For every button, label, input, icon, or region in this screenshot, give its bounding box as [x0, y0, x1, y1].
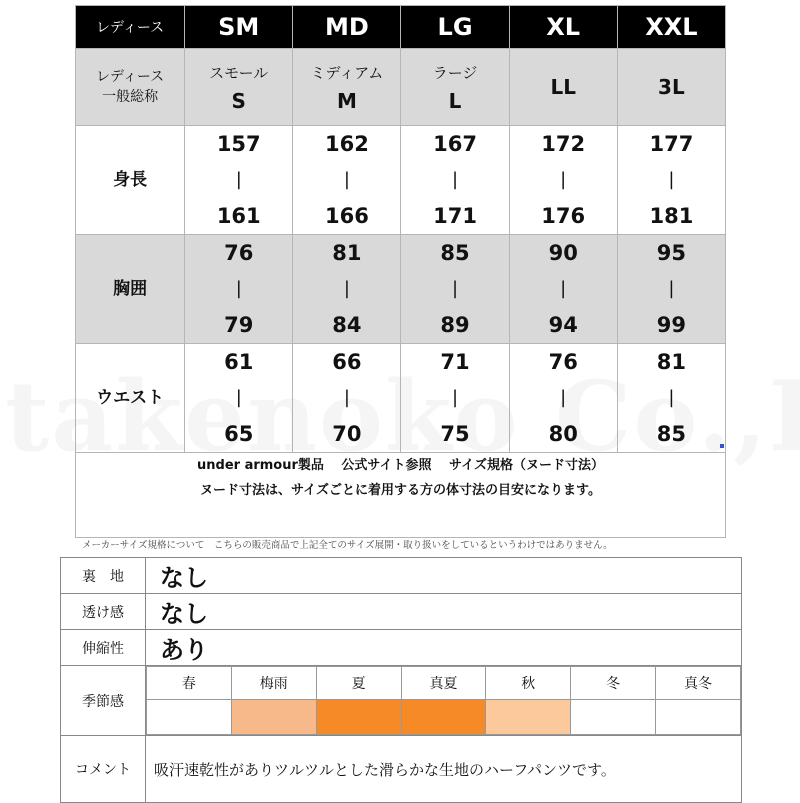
general-size-label-line1: レディース — [95, 69, 165, 85]
size-header-row — [76, 6, 726, 49]
sheer-label: 透け感 — [61, 594, 146, 630]
range-max: 94 — [548, 313, 578, 337]
range-max: 181 — [649, 204, 694, 228]
season-swatch-midwinter — [656, 700, 741, 735]
size-note — [76, 453, 726, 538]
range-max: 99 — [656, 313, 686, 337]
general-size-3l: 3L — [617, 49, 725, 126]
season-swatch-spring — [147, 700, 232, 735]
size-header-md: MD — [293, 6, 401, 49]
range-max: 70 — [332, 422, 362, 446]
stretch-row — [61, 630, 742, 666]
general-size-jp: ミディアム — [310, 63, 384, 82]
range-min: 76 — [548, 350, 578, 374]
size-note-line1: under armour製品 公式サイト参照 サイズ規格（ヌード寸法） — [197, 458, 604, 473]
waist-row — [76, 344, 726, 453]
range-min: 95 — [656, 241, 686, 265]
height-cell-xxl — [617, 126, 725, 235]
range-separator: | — [668, 387, 675, 408]
range-separator: | — [235, 278, 242, 299]
season-name-autumn: 秋 — [486, 667, 571, 700]
range-max: 176 — [541, 204, 586, 228]
range-min: 177 — [649, 132, 694, 156]
size-header-label: レディース — [76, 6, 185, 49]
range-max: 171 — [433, 204, 477, 228]
chest-cell-lg — [401, 235, 509, 344]
range-separator: | — [235, 169, 242, 190]
range-separator: | — [452, 169, 459, 190]
season-name-row — [147, 667, 741, 700]
range-min: 162 — [324, 132, 369, 156]
range-min: 81 — [332, 241, 362, 265]
stretch-value: あり — [146, 630, 742, 666]
range-separator: | — [343, 387, 350, 408]
general-size-row — [76, 49, 726, 126]
season-swatch-summer — [316, 700, 401, 735]
size-disclaimer: メーカーサイズ規格について こちらの販売商品で上記全てのサイズ展開・取り扱いをしているというわけではありません。 — [82, 540, 613, 551]
range-max: 161 — [216, 204, 261, 228]
chest-cell-sm — [185, 235, 293, 344]
season-swatch-winter — [571, 700, 656, 735]
range-max: 85 — [656, 422, 686, 446]
season-grid — [146, 666, 741, 735]
size-header-xxl: XXL — [617, 6, 725, 49]
chest-cell-md — [293, 235, 401, 344]
season-swatch-autumn — [486, 700, 571, 735]
height-cell-lg — [401, 126, 509, 235]
range-min: 71 — [440, 350, 470, 374]
cell-corner-marker — [720, 444, 724, 448]
range-min: 61 — [224, 350, 254, 374]
general-size-ll: LL — [509, 49, 617, 126]
waist-label: ウエスト — [76, 344, 185, 453]
season-swatch-row — [147, 700, 741, 735]
range-min: 81 — [656, 350, 686, 374]
size-note-row — [76, 453, 726, 538]
chest-row — [76, 235, 726, 344]
season-name-midwinter: 真冬 — [656, 667, 741, 700]
range-max: 79 — [224, 313, 254, 337]
general-size-s — [185, 49, 293, 126]
season-name-rainy: 梅雨 — [231, 667, 316, 700]
comment-value: 吸汗速乾性がありツルツルとした滑らかな生地のハーフパンツです。 — [146, 736, 742, 803]
range-separator: | — [343, 169, 350, 190]
waist-cell-sm — [185, 344, 293, 453]
range-min: 157 — [216, 132, 261, 156]
comment-label: コメント — [61, 736, 146, 803]
general-size-jp: ラージ — [432, 63, 478, 82]
size-header-xl: XL — [509, 6, 617, 49]
height-row — [76, 126, 726, 235]
height-label: 身長 — [76, 126, 185, 235]
height-cell-xl — [509, 126, 617, 235]
chest-label: 胸囲 — [76, 235, 185, 344]
range-min: 76 — [224, 241, 254, 265]
general-size-en: S — [231, 88, 246, 113]
range-min: 172 — [541, 132, 586, 156]
general-size-en: M — [336, 88, 357, 113]
size-table — [75, 5, 726, 538]
general-size-m — [293, 49, 401, 126]
general-size-label — [76, 49, 185, 126]
waist-cell-md — [293, 344, 401, 453]
range-min: 90 — [548, 241, 578, 265]
size-header-sm: SM — [185, 6, 293, 49]
season-name-midsummer: 真夏 — [401, 667, 486, 700]
general-size-en: L — [448, 88, 462, 113]
range-separator: | — [560, 387, 567, 408]
size-header-lg: LG — [401, 6, 509, 49]
season-name-summer: 夏 — [316, 667, 401, 700]
season-label: 季節感 — [61, 666, 146, 736]
lining-value: なし — [146, 558, 742, 594]
range-max: 65 — [224, 422, 254, 446]
general-size-l — [401, 49, 509, 126]
range-min: 85 — [440, 241, 470, 265]
waist-cell-xxl — [617, 344, 725, 453]
range-separator: | — [235, 387, 242, 408]
waist-cell-xl — [509, 344, 617, 453]
range-max: 75 — [440, 422, 470, 446]
season-name-spring: 春 — [147, 667, 232, 700]
sheer-value: なし — [146, 594, 742, 630]
lining-row — [61, 558, 742, 594]
range-separator: | — [668, 169, 675, 190]
size-note-line2: ヌード寸法は、サイズごとに着用する方の体寸法の目安になります。 — [200, 483, 601, 498]
season-swatch-midsummer — [401, 700, 486, 735]
range-separator: | — [452, 278, 459, 299]
season-swatch-rainy — [231, 700, 316, 735]
general-size-label-line2: 一般総称 — [102, 89, 159, 105]
lining-label: 裏 地 — [61, 558, 146, 594]
waist-cell-lg — [401, 344, 509, 453]
stretch-label: 伸縮性 — [61, 630, 146, 666]
range-max: 84 — [332, 313, 362, 337]
range-min: 167 — [433, 132, 477, 156]
range-separator: | — [452, 387, 459, 408]
season-row — [61, 666, 742, 736]
comment-row — [61, 736, 742, 803]
range-max: 89 — [440, 313, 470, 337]
height-cell-md — [293, 126, 401, 235]
range-separator: | — [560, 278, 567, 299]
season-name-winter: 冬 — [571, 667, 656, 700]
range-max: 166 — [324, 204, 369, 228]
chest-cell-xxl — [617, 235, 725, 344]
season-grid-cell — [146, 666, 742, 736]
general-size-jp: スモール — [209, 63, 269, 82]
range-max: 80 — [548, 422, 578, 446]
height-cell-sm — [185, 126, 293, 235]
range-separator: | — [560, 169, 567, 190]
property-table — [60, 557, 742, 803]
chest-cell-xl — [509, 235, 617, 344]
sheer-row — [61, 594, 742, 630]
range-separator: | — [343, 278, 350, 299]
range-separator: | — [668, 278, 675, 299]
range-min: 66 — [332, 350, 362, 374]
